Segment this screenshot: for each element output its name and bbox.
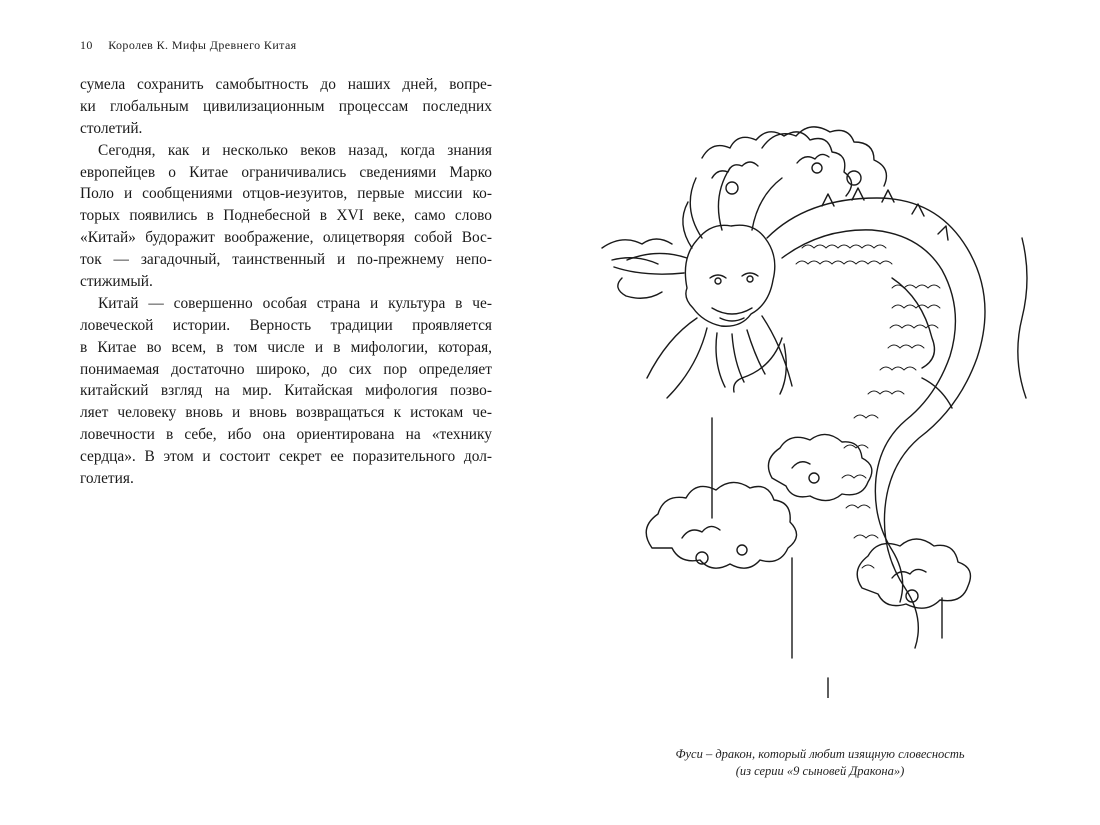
text-line: стижимый. <box>80 273 153 291</box>
text-line: сумела сохранить самобытность до наших дней, вопре- <box>80 76 492 93</box>
body-text <box>80 74 492 490</box>
caption-line-2: (из серии «9 сыновей Дракона») <box>735 764 905 778</box>
text-line: голетия. <box>80 470 134 488</box>
page-number: 10 <box>80 38 93 52</box>
running-head <box>80 38 297 53</box>
text-line: «Китай» будоражит воображение, олицетворяя собой Вос- <box>80 229 492 247</box>
text-line: торых появились в Поднебесной в XVI веке, само слово <box>80 207 492 225</box>
text-line: ловеческой истории. Верность традиции проявляется <box>80 316 492 334</box>
text-line: европейцев о Китае ограничивались сведениями Марко <box>80 163 492 181</box>
dragon-illustration-icon <box>592 118 1042 698</box>
text-line: ток — загадочный, таинственный и по-прежнему непо- <box>80 251 492 269</box>
text-line: столетий. <box>80 119 143 137</box>
text-line: ляет человеку вновь и вновь возвращаться к истокам че- <box>80 404 492 422</box>
figure-caption <box>620 746 1020 780</box>
text-line: сердца». В этом и состоит секрет ее поразительного дол- <box>80 448 492 466</box>
running-title: Королев К. Мифы Древнего Китая <box>108 38 297 52</box>
text-line: Сегодня, как и несколько веков назад, когда знания <box>98 141 492 159</box>
text-line: ловечности в себе, ибо она ориентирована на «технику <box>80 426 492 444</box>
text-line: Китай — совершенно особая страна и культура в че- <box>98 294 492 312</box>
text-line: китайский взгляд на мир. Китайская мифология позво- <box>80 382 492 400</box>
text-line: ки глобальным цивилизационным процессам последних <box>80 97 492 115</box>
text-line: понимаемая достаточно широко, до сих пор определяет <box>80 360 492 378</box>
caption-line-1: Фуси – дракон, который любит изящную словесность <box>675 747 965 761</box>
text-line: в Китае во всем, в том числе и в мифологии, которая, <box>80 338 492 356</box>
text-line: Поло и сообщениями отцов-иезуитов, первые миссии ко- <box>80 185 492 203</box>
